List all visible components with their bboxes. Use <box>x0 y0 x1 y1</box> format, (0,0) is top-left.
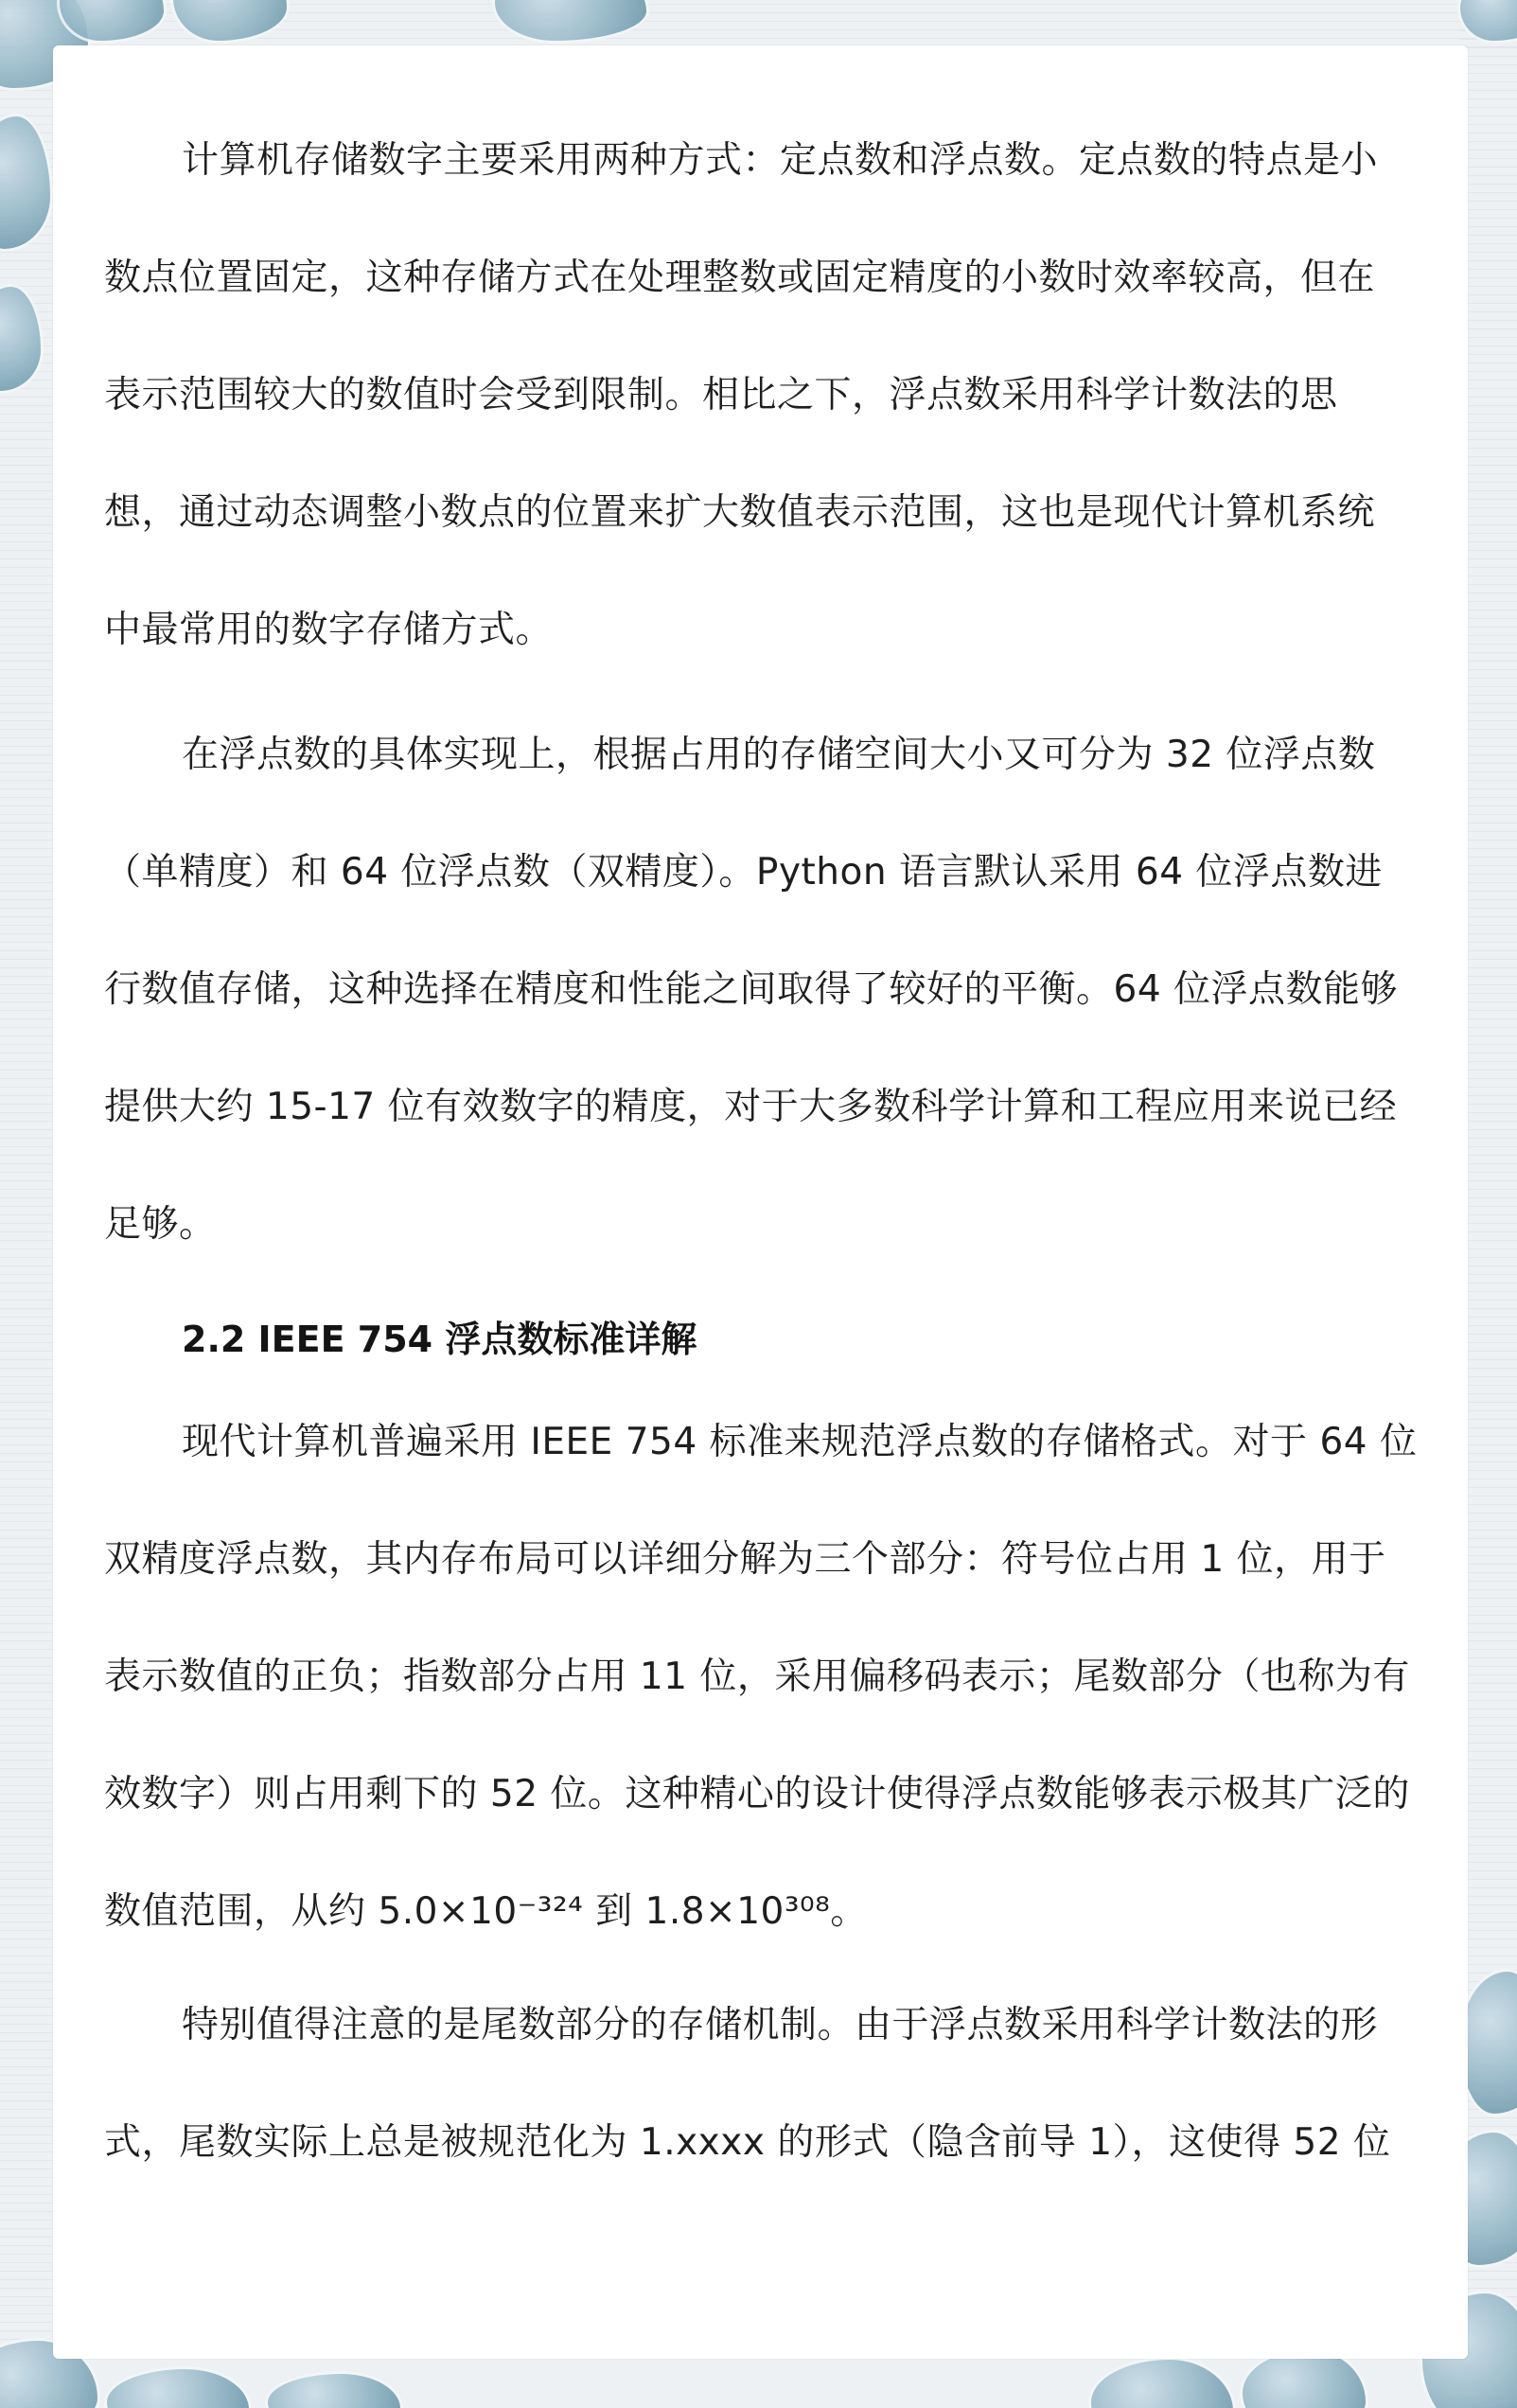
text-line: 现代计算机普遍采用 IEEE 754 标准来规范浮点数的存储格式。对于 64 位 <box>182 1421 1418 1463</box>
text-line: 足够。 <box>104 1203 217 1246</box>
text-line: 式，尾数实际上总是被规范化为 1.xxxx 的形式（隐含前导 1），这使得 52 位 <box>104 2121 1391 2164</box>
paragraph-1 <box>104 102 1429 689</box>
text-line: 行数值存储，这种选择在精度和性能之间取得了较好的平衡。64 位浮点数能够 <box>104 968 1399 1011</box>
pebble-shape <box>1088 2357 1236 2408</box>
pebble-shape <box>104 2366 252 2408</box>
section-heading: 2.2 IEEE 754 浮点数标准详解 <box>182 1319 697 1360</box>
text-line: 数点位置固定，这种存储方式在处理整数或固定精度的小数时效率较高，但在 <box>104 257 1376 299</box>
text-line: 中最常用的数字存储方式。 <box>104 609 554 651</box>
paragraph-4 <box>104 1967 1429 2202</box>
text-line: 在浮点数的具体实现上，根据占用的存储空间大小又可分为 32 位浮点数 <box>182 734 1376 776</box>
text-line: 表示数值的正负；指数部分占用 11 位，采用偏移码表示；尾数部分（也称为有 <box>104 1656 1410 1698</box>
text-line: 计算机存储数字主要采用两种方式：定点数和浮点数。定点数的特点是小 <box>182 139 1379 182</box>
text-line: 提供大约 15-17 位有效数字的精度，对于大多数科学计算和工程应用来说已经 <box>104 1086 1398 1128</box>
text-line: 特别值得注意的是尾数部分的存储机制。由于浮点数采用科学计数法的形 <box>182 2004 1379 2046</box>
paragraph-3 <box>104 1384 1429 1971</box>
paragraph-2 <box>104 697 1429 1284</box>
text-line: 表示范围较大的数值时会受到限制。相比之下，浮点数采用科学计数法的思 <box>104 374 1338 416</box>
text-line: 想，通过动态调整小数点的位置来扩大数值表示范围，这也是现代计算机系统 <box>104 491 1376 534</box>
text-line: 双精度浮点数，其内存布局可以详细分解为三个部分：符号位占用 1 位，用于 <box>104 1538 1386 1581</box>
text-line: （单精度）和 64 位浮点数（双精度）。Python 语言默认采用 64 位浮点数进 <box>104 851 1383 894</box>
text-line: 效数字）则占用剩下的 52 位。这种精心的设计使得浮点数能够表示极其广泛的 <box>104 1773 1410 1815</box>
pebble-shape <box>265 2371 403 2408</box>
text-line: 数值范围，从约 5.0×10⁻³²⁴ 到 1.8×10³⁰⁸。 <box>104 1890 868 1933</box>
